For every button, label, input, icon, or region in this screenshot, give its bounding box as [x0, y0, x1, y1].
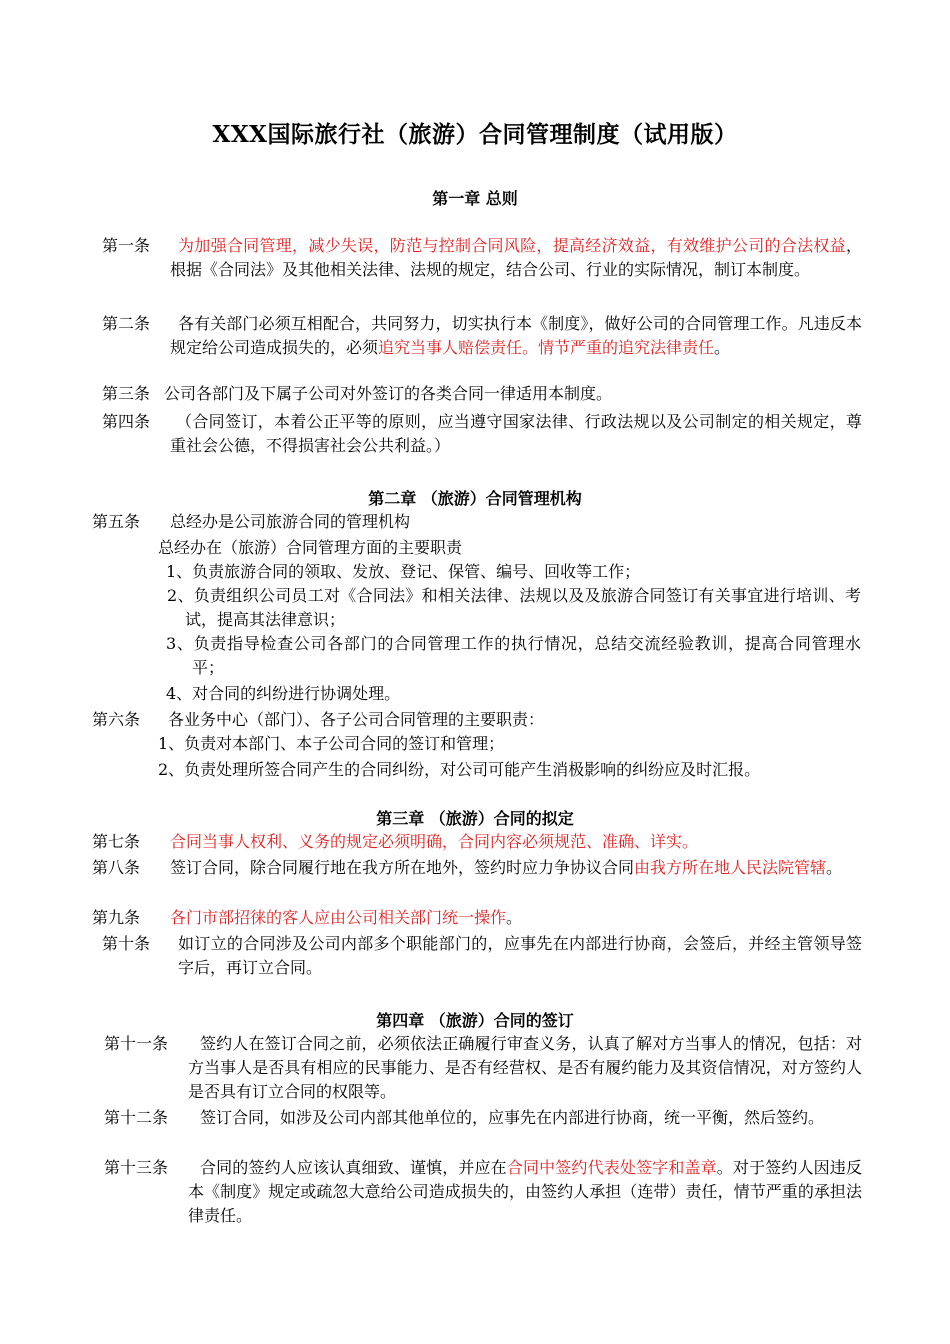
article-label: 第三条 [102, 384, 151, 403]
highlight-text: 为加强合同管理，减少失误，防范与控制合同风险，提高经济效益，有效维护公司的合法权益 [178, 236, 846, 255]
article-4 [102, 410, 862, 458]
article-body: （合同签订，本着公正平等的原则，应当遵守国家法律、行政法规以及公司制定的相关规定，尊重社会公德，不得损害社会公共利益。） [170, 412, 862, 455]
article-6-item-2: 2、负责处理所签合同产生的合同纠纷，对公司可能产生消极影响的纠纷应及时汇报。 [158, 760, 761, 779]
article-label: 第一条 [102, 236, 151, 255]
article-label: 第十条 [102, 934, 151, 953]
article-body [170, 312, 862, 360]
article-body: 签订合同，如涉及公司内部其他单位的，应事先在内部进行协商，统一平衡，然后签约。 [200, 1108, 825, 1127]
article-label: 第八条 [92, 858, 141, 877]
article-body: 如订立的合同涉及公司内部多个职能部门的，应事先在内部进行协商，会签后，并经主管领导签字后，再订立合同。 [178, 934, 862, 977]
highlight-text: 各门市部招徕的客人应由公司相关部门统一操作 [170, 908, 507, 927]
article-body [170, 234, 862, 282]
highlight-text: 合同中签约代表处签字和盖章 [506, 1158, 717, 1177]
article-5-label: 第五条 [92, 512, 141, 531]
article-5-subheading: 总经办在（旅游）合同管理方面的主要职责 [158, 538, 463, 557]
article-10 [102, 932, 862, 980]
body-text: 签订合同，除合同履行地在我方所在地外，签约时应力争协议合同 [170, 858, 635, 877]
chapter-1-heading: 第一章 总则 [432, 189, 518, 208]
article-6-text: 各业务中心（部门）、各子公司合同管理的主要职责： [168, 710, 545, 729]
article-body: 签约人在签订合同之前，必须依法正确履行审查义务，认真了解对方当事人的情况，包括：对方当事人是否具有相应的民事能力、是否有经营权、是否有履约能力及其资信情况，对方签约人是否具有订立合同的权限等。 [188, 1034, 862, 1101]
article-body: 公司各部门及下属子公司对外签订的各类合同一律适用本制度。 [164, 384, 613, 403]
article-5-item-3: 3、负责指导检查公司各部门的合同管理工作的执行情况，总结交流经验教训，提高合同管理水平； [166, 634, 861, 677]
article-5-item-4: 4、对合同的纠纷进行协调处理。 [166, 684, 401, 703]
chapter-2-heading: 第二章 （旅游）合同管理机构 [368, 489, 582, 508]
article-2 [102, 312, 862, 360]
document-title: XXX国际旅行社（旅游）合同管理制度（试用版） [212, 121, 738, 148]
article-label: 第七条 [92, 832, 141, 851]
body-text: ，根据《合同法》及其他相关法律、法规的规定，结合公司、行业的实际情况，制订本制度。 [170, 236, 862, 279]
chapter-3-heading: 第三章 （旅游）合同的拟定 [376, 809, 574, 828]
body-text: 。对于签约人因违反本《制度》规定或疏忽大意给公司造成损失的，由签约人承担（连带）责任，情节严重的承担法律责任。 [188, 1158, 862, 1225]
article-body [170, 906, 862, 930]
article-13 [104, 1156, 862, 1228]
article-label: 第二条 [102, 314, 151, 333]
body-text: 。 [506, 908, 523, 927]
article-label: 第九条 [92, 908, 141, 927]
highlight-text: 追究当事人赔偿责任。情节严重的追究法律责任 [378, 338, 715, 357]
article-6-item-1: 1、负责对本部门、本子公司合同的签订和管理； [158, 734, 505, 753]
article-6-label: 第六条 [92, 710, 141, 729]
article-3 [102, 382, 864, 406]
body-text: 。 [714, 338, 731, 357]
article-label: 第十一条 [104, 1034, 169, 1053]
article-label: 第十二条 [104, 1108, 169, 1127]
article-1 [102, 234, 862, 282]
chapter-4-heading: 第四章 （旅游）合同的签订 [376, 1011, 574, 1030]
article-body [170, 856, 862, 880]
article-body [188, 1156, 862, 1228]
body-text: 。 [826, 858, 843, 877]
article-11 [104, 1032, 862, 1104]
highlight-text: 合同当事人权利、义务的规定必须明确，合同内容必须规范、准确、详实。 [170, 832, 699, 851]
highlight-text: 由我方所在地人民法院管辖 [634, 858, 827, 877]
body-text: 各有关部门必须互相配合，共同努力，切实执行本《制度》，做好公司的合同管理工作。凡违反本规定给公司造成损失的，必须 [170, 314, 862, 357]
article-5-text: 总经办是公司旅游合同的管理机构 [170, 512, 411, 531]
body-text: 合同的签约人应该认真细致、谨慎，并应在 [200, 1158, 507, 1177]
article-12 [104, 1106, 862, 1130]
article-label: 第四条 [102, 412, 151, 431]
article-5-item-2: 2、负责组织公司员工对《合同法》和相关法律、法规以及及旅游合同签订有关事宜进行培训、考试，提高其法律意识； [167, 586, 861, 629]
article-5-item-1: 1、负责旅游合同的领取、发放、登记、保管、编号、回收等工作； [166, 562, 641, 581]
article-9 [92, 906, 862, 930]
article-7 [92, 830, 862, 854]
article-label: 第十三条 [104, 1158, 169, 1177]
article-8 [92, 856, 862, 880]
